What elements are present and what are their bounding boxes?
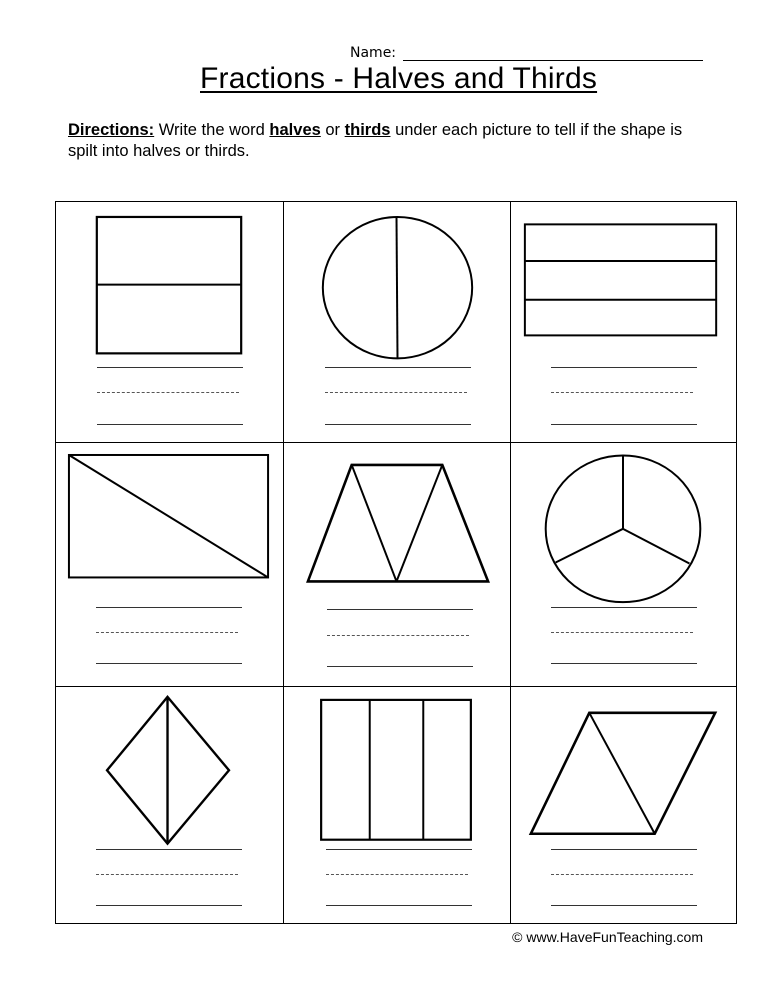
worksheet-cell-4 (56, 443, 284, 687)
rectangle-halves-shape (56, 202, 283, 442)
directions-text-3: under each picture to tell if the shape is spilt into halves or thirds. (68, 121, 683, 160)
worksheet-grid (55, 201, 737, 924)
square-thirds-shape (284, 687, 510, 923)
directions-label: Directions: (68, 121, 155, 139)
parallelogram-halves-shape (511, 687, 736, 923)
worksheet-cell-5 (284, 443, 511, 687)
worksheet-cell-6 (511, 443, 736, 687)
name-field[interactable] (350, 44, 703, 61)
name-line[interactable] (403, 44, 703, 61)
worksheet-cell-8 (284, 687, 511, 923)
keyword-halves: halves (269, 121, 321, 139)
page-title: Fractions - Halves and Thirds (200, 62, 598, 95)
trapezoid-thirds-shape (284, 443, 510, 686)
worksheet-cell-7 (56, 687, 284, 923)
directions-text-2: or (320, 121, 345, 139)
rhombus-halves-shape (56, 687, 283, 923)
rectangle-thirds-shape (511, 202, 736, 442)
worksheet-cell-2 (284, 202, 511, 443)
directions-text-1: Write the word (154, 121, 270, 139)
rectangle-diagonal-halves-shape (56, 443, 283, 686)
worksheet-cell-1 (56, 202, 284, 443)
worksheet-cell-9 (511, 687, 736, 923)
name-label: Name: (350, 45, 397, 61)
circle-halves-shape (284, 202, 510, 442)
copyright-footer: © www.HaveFunTeaching.com (512, 929, 703, 945)
worksheet-cell-3 (511, 202, 736, 443)
keyword-thirds: thirds (344, 121, 391, 139)
directions (68, 120, 708, 162)
circle-thirds-shape (511, 443, 736, 686)
